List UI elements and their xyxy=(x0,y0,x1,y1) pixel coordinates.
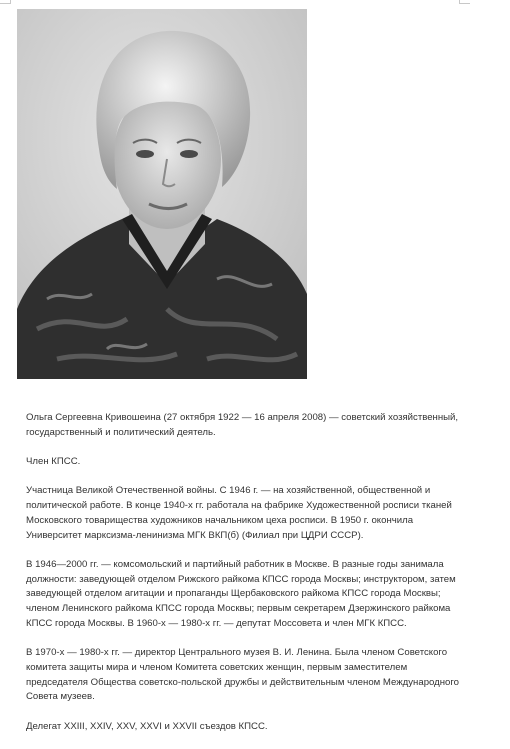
page-corner-mark xyxy=(459,0,470,4)
bio-paragraph-delegate: Делегат XXIII, XXIV, XXV, XXVI и XXVII съездов КПСС. xyxy=(26,720,268,732)
bio-paragraph-career: В 1946—2000 гг. — комсомольский и партийный работник в Москве. В разные годы занимала должности: заведующей отделом Рижского райкома КПСС города Москвы; инструктором, затем заведующей отделом агитации и пропаганды Щербаковского райкома КПСС города Москвы; членом Ленинского райкома КПСС города Москвы; первым секретарем Дзержинского райкома КПСС города Москвы. В 1960-х — 1980-х гг. — депутат Моссовета и член МГК КПСС. xyxy=(26,558,456,629)
page-corner-mark xyxy=(0,0,11,4)
bio-paragraph-museum: В 1970-х — 1980-х гг. — директор Центрального музея В. И. Ленина. Была членом Советского комитета защиты мира и членом Комитета советских женщин, первым заместителем председателя Общества советско-польской дружбы и действительным членом Международного Совета музеев. xyxy=(26,647,460,703)
bio-paragraph-intro: Ольга Сергеевна Кривошеина (27 октября 1922 — 16 апреля 2008) — советский хозяйственный, государственный и политический деятель. xyxy=(26,412,459,438)
bio-paragraph-war: Участница Великой Отечественной войны. С 1946 г. — на хозяйственной, общественной и политической работе. В конце 1940-х гг. работала на фабрике Художественной росписи тканей Московского товарищества художников начальником цеха росписи. В 1950 г. окончила Университет марксизма-ленинизма МГК ВКП(б) (Филиал при ЦДРИ СССР). xyxy=(26,485,452,541)
bio-paragraph-membership: Член КПСС. xyxy=(26,456,81,468)
portrait-photo xyxy=(17,9,307,379)
biography-text xyxy=(26,411,466,749)
